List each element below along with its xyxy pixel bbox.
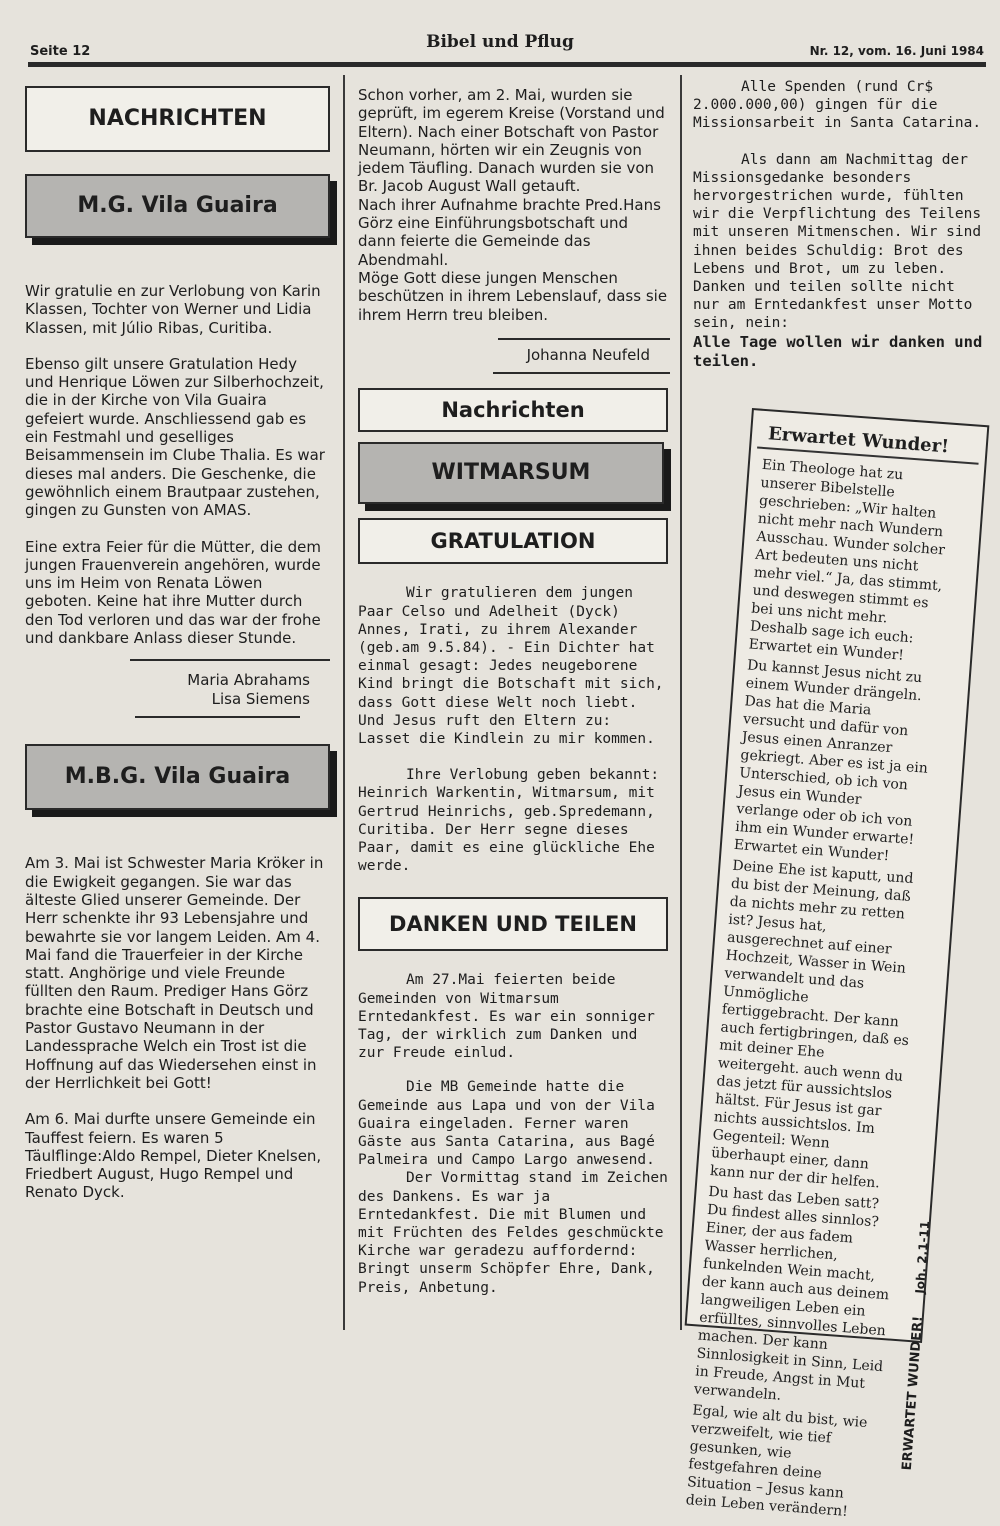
communion-paragraph: Nach ihrer Aufnahme brachte Pred.Hans Görz eine Einführungsbotschaft und dann feierte die Gemeinde das Abendmahl. bbox=[358, 195, 661, 269]
wunder-paragraph-5: Egal, wie alt du bist, wie verzweifelt, wie tief gesunken, wie festgefahren deine Situation – Jesus kann dein Leben verändern! bbox=[685, 1402, 868, 1520]
wunder-paragraph-1: Ein Theologe hat zu unserer Bibelstelle geschrieben: „Wir halten nicht mehr nach Wundern Ausschau. Wunder solcher Art bedeuten uns nicht mehr viel.“ Ja, das stimmt, und deswegen stimmt es bei uns nicht mehr. Deshalb sage ich euch: Erwartet ein Wunder! bbox=[748, 456, 946, 664]
danken-und-teilen-heading: DANKEN UND TEILEN bbox=[358, 897, 668, 951]
engagement-paragraph: Wir gratulie en zur Verlobung von Karin Klassen, Tochter von Werner und Lidia Klassen, mit Júlio Ribas, Curitiba. bbox=[25, 282, 321, 337]
issue-date: Nr. 12, vom. 16. Juni 1984 bbox=[809, 44, 984, 58]
mbg-vila-guaira-heading: M.B.G. Vila Guaira bbox=[25, 744, 330, 810]
signature-rule bbox=[130, 659, 330, 661]
morning-service-paragraph: Der Vormittag stand im Zeichen des Dankens. Es war ja Erntedankfest. Die mit Blumen und mit Früchten des Feldes geschmückte Kirche war geradezu auffordernd: Bringt unserm Schöpfer Ehre, Dank, Preis, Anbetung. bbox=[358, 1170, 668, 1296]
baptism-continued-paragraph: Schon vorher, am 2. Mai, wurden sie geprüft, im egerem Kreise (Vorstand und Eltern). Nach einer Botschaft von Pastor Neumann, hörten wir ein Zeugnis von jedem Täufling. Danach wurden sie von Br. Jacob August Wall getauft. bbox=[358, 86, 665, 196]
wunder-side-title: ERWARTET WUNDER! bbox=[899, 1315, 926, 1471]
mission-paragraph: Als dann am Nachmittag der Missionsgedanke besonders hervorgestrichen wurde, fühlten wir die Verpflichtung des Teilens mit unseren Mitmenschen. Wir sind ihnen beides Schuldig: Brot des Lebens und Brot, um zu leben. Danken und teilen sollte nicht nur am Erntedankfest unser Motto sein, nein: bbox=[693, 151, 982, 332]
column-3 bbox=[693, 78, 988, 371]
wunder-title: Erwartet Wunder! bbox=[767, 423, 950, 458]
wunder-paragraph-3: Deine Ehe ist kaputt, und du bist der Meinung, daß da nichts mehr zu retten ist? Jesus hat, ausgerechnet auf einer Hochzeit, Wasser in Wein verwandelt und das Unmögliche fertiggebracht. Der kann auch fertigbringen, daß es mit deiner Ehe weitergeht. auch wenn du das jetzt für aussichtslos hältst. Für Jesus ist gar nichts aussichtslos. Im Gegenteil: Wenn überhaupt einer, dann kann nur der dir helfen. bbox=[709, 857, 914, 1192]
blessing-paragraph: Möge Gott diese jungen Menschen beschützen in ihrem Lebenslauf, dass sie ihrem Herrn treu bleiben. bbox=[358, 268, 668, 324]
witmarsum-heading: WITMARSUM bbox=[358, 442, 664, 504]
signature-siemens: Lisa Siemens bbox=[211, 689, 310, 708]
baptism-paragraph: Am 6. Mai durfte unsere Gemeinde ein Tauffest feiern. Es waren 5 Täulflinge:Aldo Rempel, Dieter Knelsen, Friedbert August, Hugo Rempel und Renato Dyck. bbox=[25, 1110, 322, 1202]
nachrichten-witmarsum-heading: Nachrichten bbox=[358, 388, 668, 432]
wunder-bible-reference: Joh. 2,1-11 bbox=[912, 1220, 932, 1295]
mothers-party-paragraph: Eine extra Feier für die Mütter, die dem jungen Frauenverein angehören, wurde uns im Heim von Renata Löwen geboten. Keine hat ihre Mutter durch den Tod verloren und das war der frohe und dankbare Anlass dieser Stunde. bbox=[25, 537, 321, 648]
column-divider-1 bbox=[343, 75, 345, 1330]
birth-announcement-paragraph: Wir gratulieren dem jungen Paar Celso und Adelheit (Dyck) Annes, Irati, zu ihrem Alexander (geb.am 9.5.84). - Ein Dichter hat einmal gesagt: Jedes neugeborene Kind bringt die Botschaft mit sich, dass Gott diese Welt noch liebt. Und Jesus ruft den Eltern zu: Lasset die Kindlein zu mir kommen. bbox=[358, 585, 664, 747]
publication-title: Bibel und Pflug bbox=[426, 32, 574, 52]
donations-paragraph: Alle Spenden (rund Cr$ 2.000.000,00) gingen für die Missionsarbeit in Santa Catarina. bbox=[693, 79, 982, 132]
wunder-paragraph-2: Du kannst Jesus nicht zu einem Wunder drängeln. Das hat die Maria versucht und dafür von Jesus einen Anranzer gekriegt. Aber es ist ja ein Unterschied, ob ich von Jesus ein Wunder verlange oder ob ich von ihm ein Wunder erwarte! Erwartet ein Wunder! bbox=[733, 657, 929, 865]
signature-rule-bottom bbox=[135, 716, 300, 718]
gratulation-heading: GRATULATION bbox=[358, 518, 668, 564]
warkentin-engagement-paragraph: Ihre Verlobung geben bekannt: Heinrich Warkentin, Witmarsum, mit Gertrud Heinrichs, geb.Spredemann, Curitiba. Der Herr segne dieses Paar, damit es eine glückliche Ehe werde. bbox=[358, 767, 660, 875]
signature-neufeld: Johanna Neufeld bbox=[526, 345, 650, 364]
column-divider-2 bbox=[680, 75, 682, 1330]
obituary-paragraph: Am 3. Mai ist Schwester Maria Kröker in die Ewigkeit gegangen. Sie war das älteste Glied unserer Gemeinde. Der Herr schenkte ihr 93 Lebensjahre und bewahrte sie vor langem Leiden. Am 4. Mai fand die Trauerfeier in der Kirche statt. Anghörige und viele Freunde füllten den Raum. Prediger Hans Görz brachte eine Botschaft in Deutsch und Pastor Gustavo Neumann in der Landessprache Welch ein Trost ist die Hoffnung auf das Wiedersehen einst in der Herrlichkeit bei Gott! bbox=[25, 854, 324, 1092]
signature-rule-neufeld bbox=[498, 338, 670, 340]
signature-abrahams: Maria Abrahams bbox=[187, 671, 310, 690]
page-number: Seite 12 bbox=[30, 44, 91, 59]
column-1 bbox=[25, 80, 330, 1202]
wunder-paragraph-4: Du hast das Leben satt? Du findest alles sinnlos? Einer, der aus fadem Wasser herrlichen, funkelnden Wein macht, der kann auch aus deinem langweiligen Leben ein erfülltes, sinnvolles Leben machen. Der kann Sinnlosigkeit in Sinn, Leid in Freude, Angst in Mut verwandeln. bbox=[693, 1183, 890, 1404]
signature-rule-neufeld-bottom bbox=[493, 372, 670, 374]
silver-wedding-paragraph: Ebenso gilt unsere Gratulation Hedy und Henrique Löwen zur Silberhochzeit, die in der Kirche von Vila Guaira gefeiert wurde. Anschliessend gab es ein Festmahl und geselliges Beisammensein im Clube Thalia. Es war dieses mal anders. Die Geschenke, die gewöhnlich einem Brautpaar zustehen, gingen zu Gunsten von AMAS. bbox=[25, 354, 325, 520]
nachrichten-heading: NACHRICHTEN bbox=[25, 86, 330, 152]
harvest-festival-paragraph: Am 27.Mai feierten beide Gemeinden von Witmarsum Erntedankfest. Es war ein sonniger Tag, der wirklich zum Danken und zur Freude einlud. bbox=[358, 972, 655, 1062]
erwartet-wunder-box bbox=[685, 408, 990, 1520]
header-rule bbox=[28, 62, 986, 67]
vila-guaira-heading: M.G. Vila Guaira bbox=[25, 174, 330, 238]
motto-text: Alle Tage wollen wir danken und teilen. bbox=[693, 332, 983, 370]
column-2 bbox=[358, 80, 670, 1297]
guests-paragraph: Die MB Gemeinde hatte die Gemeinde aus Lapa und von der Vila Guaira eingeladen. Ferner waren Gäste aus Santa Catarina, aus Bagé Palmeira und Campo Largo anwesend. bbox=[358, 1079, 655, 1169]
